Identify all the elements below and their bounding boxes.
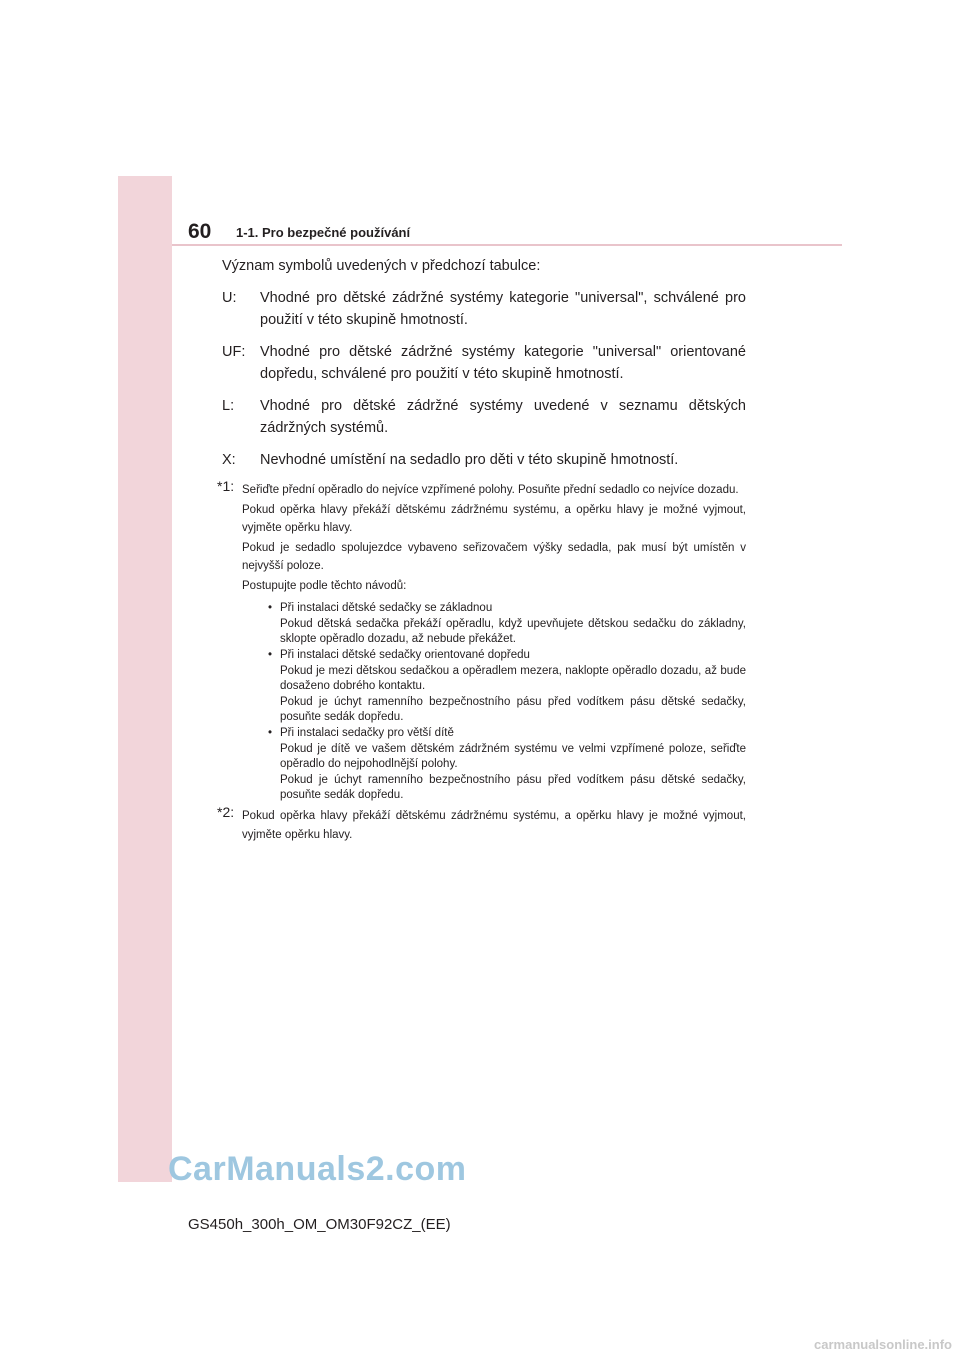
instruction-list xyxy=(242,601,746,803)
bullet-text: Pokud je mezi dětskou sedačkou a opěradlem mezera, naklopte opěradlo dozadu, až bude dosaženo dobrého kontaktu. xyxy=(280,665,746,692)
list-item xyxy=(242,648,746,725)
definition-symbol: UF: xyxy=(222,344,246,360)
definition-symbol: U: xyxy=(222,290,237,306)
bullet-title: Při instalaci dětské sedačky se základnou xyxy=(280,602,493,614)
sidebar-band xyxy=(118,176,172,1182)
footnote-2 xyxy=(217,804,746,844)
intro-text: Význam symbolů uvedených v předchozí tabulce: xyxy=(222,258,541,274)
footnote-paragraph: Pokud je sedadlo spolujezdce vybaveno seřizovačem výšky sedadla, pak musí být umístěn v nejvyšší poloze. xyxy=(242,541,746,572)
definition-symbol: L: xyxy=(222,398,235,414)
list-item xyxy=(242,601,746,647)
definition-uf xyxy=(222,341,746,385)
bullet-icon: • xyxy=(268,727,273,739)
watermark-logo: CarManuals2.com xyxy=(168,1150,467,1188)
footnote-paragraph: Pokud opěrka hlavy překáží dětskému zádržnému systému, a opěrku hlavy je možné vyjmout, vyjměte opěrku hlavy. xyxy=(242,810,746,841)
bullet-text: Pokud je úchyt ramenního bezpečnostního pásu před vodítkem pásu dětské sedačky, posuňte sedák dopředu. xyxy=(280,774,746,801)
header-divider xyxy=(172,244,842,246)
footnote-1 xyxy=(217,478,746,803)
section-title: 1-1. Pro bezpečné používání xyxy=(236,225,411,240)
footnote-paragraph: Postupujte podle těchto návodů: xyxy=(242,579,407,592)
footnote-mark: *1: xyxy=(217,478,235,494)
definition-symbol: X: xyxy=(222,452,236,468)
site-watermark: carmanualsonline.info xyxy=(814,1337,952,1352)
definition-text: Nevhodné umístění na sedadlo pro děti v této skupině hmotností. xyxy=(260,452,679,468)
list-item xyxy=(242,726,746,803)
bullet-title: Při instalaci sedačky pro větší dítě xyxy=(280,727,454,739)
definition-x xyxy=(222,449,746,471)
definition-l xyxy=(222,395,746,439)
bullet-text: Pokud dětská sedačka překáží opěradlu, když upevňujete dětskou sedačku do základny, sklopte opěradlo dozadu, až nebude překážet. xyxy=(280,618,746,645)
page-number: 60 xyxy=(188,220,212,243)
definition-u xyxy=(222,287,746,331)
bullet-title: Při instalaci dětské sedačky orientované dopředu xyxy=(280,649,530,661)
footnote-mark: *2: xyxy=(217,804,235,820)
page-content xyxy=(217,255,746,845)
definition-text: Vhodné pro dětské zádržné systémy kategorie "universal" orientované dopředu, schválené pro použití v této skupině hmotností. xyxy=(260,344,746,382)
bullet-text: Pokud je úchyt ramenního bezpečnostního pásu před vodítkem pásu dětské sedačky, posuňte sedák dopředu. xyxy=(280,696,746,723)
footnote-paragraph: Pokud opěrka hlavy překáží dětskému zádržnému systému, a opěrku hlavy je možné vyjmout, vyjměte opěrku hlavy. xyxy=(242,503,746,534)
footnote-paragraph: Seřiďte přední opěradlo do nejvíce vzpřímené polohy. Posuňte přední sedadlo co nejvíce dozadu. xyxy=(242,484,739,496)
bullet-text: Pokud je dítě ve vašem dětském zádržném systému ve velmi vzpřímené poloze, seřiďte opěradlo do nejpohodlnější polohy. xyxy=(280,743,746,770)
definition-text: Vhodné pro dětské zádržné systémy uvedené v seznamu dětských zádržných systémů. xyxy=(260,398,746,436)
definition-text: Vhodné pro dětské zádržné systémy kategorie "universal", schválené pro použití v této skupině hmotností. xyxy=(260,290,746,328)
document-code: GS450h_300h_OM_OM30F92CZ_(EE) xyxy=(188,1216,451,1233)
bullet-icon: • xyxy=(268,649,273,661)
bullet-icon: • xyxy=(268,602,273,614)
